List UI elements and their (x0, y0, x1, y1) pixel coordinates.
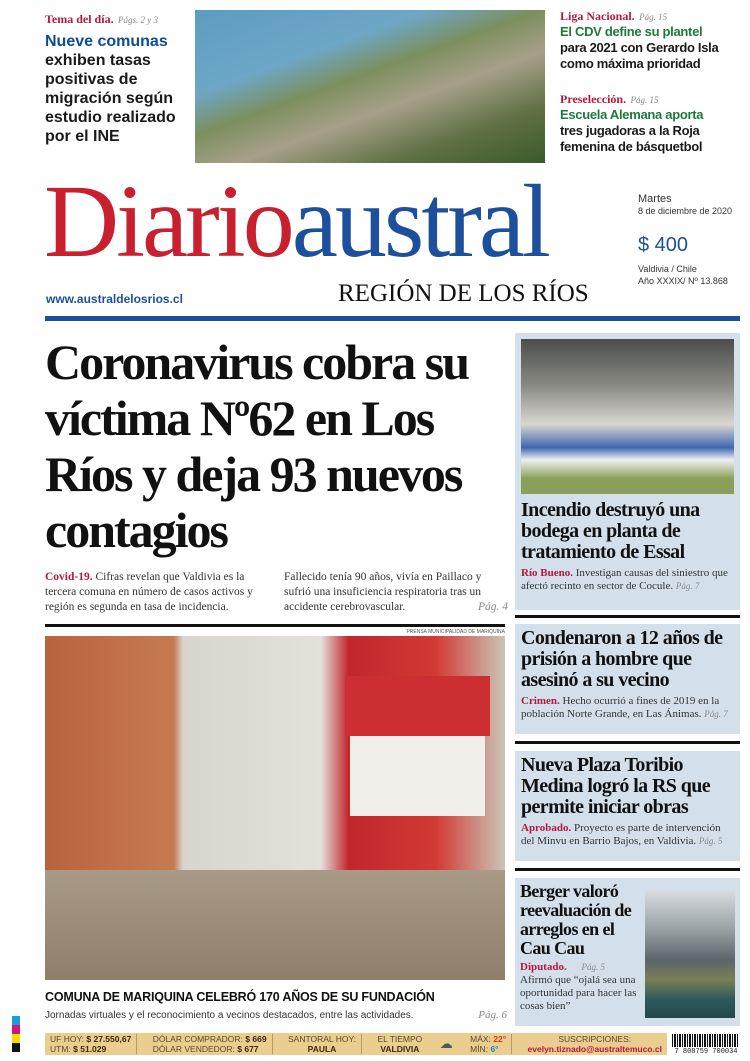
santoral-value: PAULA (307, 1044, 337, 1054)
dolar-comprador-label: DÓLAR COMPRADOR: (152, 1034, 243, 1044)
teaser-page: Pág. 15 (639, 12, 668, 22)
side-text: Proyecto es parte de intervención del Minvu en Barrio Bajos, en Valdivia. (521, 822, 721, 847)
teaser-headline-green: El CDV define su plantel (560, 24, 703, 39)
divider (515, 741, 740, 744)
min-label: MÍN: (470, 1044, 489, 1054)
registration-cyan (12, 1016, 20, 1025)
edition-issue: Año XXXIX/ Nº 13.868 (638, 276, 728, 286)
photo-page: Pág. 6 (478, 1009, 507, 1021)
main-lead-col1 (45, 570, 277, 615)
side-headline: Incendio destruyó una bodega en planta de tratamiento de Essal (521, 499, 700, 563)
subscriptions (523, 1034, 667, 1054)
photo-caption (45, 1009, 507, 1022)
uf-utm (45, 1034, 137, 1054)
side-page: Pág. 5 (581, 962, 606, 972)
side-page: Pág. 5 (698, 836, 723, 846)
teaser-kicker: Liga Nacional. (560, 9, 635, 23)
side-story-condena[interactable] (515, 624, 740, 734)
ceremony-photo (45, 636, 505, 980)
photo-caption-text: Jornadas virtuales y el reconocimiento a vecinos destacados, entre las actividades. (45, 1010, 414, 1021)
price: $ 400 (638, 234, 689, 256)
masthead-divider (45, 316, 740, 321)
divider (515, 868, 740, 871)
side-kicker: Río Bueno. (521, 567, 573, 579)
weather-label: EL TIEMPO (377, 1034, 423, 1044)
side-headline: Berger valoró reevaluación de arreglos en el Cau Cau (520, 881, 632, 958)
barcode (672, 1034, 738, 1047)
teaser-headline: tres jugadoras a la Roja femenina de básquetbol (560, 123, 703, 154)
teaser-page: Pág. 15 (630, 95, 659, 105)
side-kicker: Aprobado. (521, 822, 572, 834)
side-headline: Nueva Plaza Toribio Medina logró la RS que permite iniciar obras (521, 754, 711, 818)
max-value: 22° (493, 1034, 507, 1044)
dolar (148, 1034, 273, 1054)
side-kicker: Diputado. (520, 961, 567, 973)
side-page: Pág. 7 (704, 709, 728, 719)
teaser-page: Págs. 2 y 3 (118, 15, 159, 25)
main-page: Pág. 4 (477, 601, 508, 613)
harbor-town-photo (195, 10, 545, 163)
side-headline: Condenaron a 12 años de prisión a hombre que asesinó a su vecino (521, 627, 723, 691)
divider (45, 624, 505, 627)
side-kicker: Crimen. (521, 695, 560, 707)
dolar-vendedor-label: DÓLAR VENDEDOR: (152, 1044, 235, 1054)
info-bar (45, 1033, 667, 1055)
teaser-headline-green: Escuela Alemana aporta (560, 107, 704, 122)
side-story-berger[interactable] (515, 878, 740, 1026)
website-link[interactable]: www.australdelosrios.cl (46, 292, 183, 306)
edition-place: Valdivia / Chile (638, 264, 697, 274)
main-lead-text: Cifras revelan que Valdivia es la tercera comuna en número de casos activos y región es segunda en tasa de incidencia. (45, 571, 253, 613)
subscriptions-label: SUSCRIPCIONES: (558, 1034, 632, 1044)
bridge-photo (645, 890, 735, 1018)
main-kicker: Covid-19. (45, 571, 93, 583)
santoral (283, 1034, 362, 1054)
divider (515, 615, 740, 618)
photo-credit: PRENSA MUNICIPALIDAD DE MARIQUINA (406, 629, 505, 635)
logo-austral: austral (291, 164, 548, 279)
edition-date: 8 de diciembre de 2020 (638, 206, 733, 216)
dolar-comprador-value: $ 669 (245, 1034, 267, 1044)
min-value: 6° (490, 1044, 499, 1054)
uf-label: UF HOY: (50, 1034, 85, 1044)
photo-caption-headline: COMUNA DE MARIQUINA CELEBRÓ 170 AÑOS DE SU FUNDACIÓN (45, 990, 435, 1004)
teaser-headline: exhiben tasas positivas de migración según estudio realizado por el INE (45, 52, 176, 145)
teaser-cdv[interactable] (560, 9, 746, 72)
teaser-escuela-alemana[interactable] (560, 92, 746, 155)
masthead-logo[interactable] (44, 164, 548, 279)
side-text: Hecho ocurrió a fines de 2019 en la población Norte Grande, en Las Ánimas. (521, 695, 720, 720)
main-lead-col2 (284, 570, 508, 615)
utm-label: UTM: (50, 1044, 71, 1054)
side-text: Afirmó que “ojalá sea una oportunidad para hacer las cosas bien” (520, 974, 637, 1012)
santoral-label: SANTORAL HOY: (287, 1034, 357, 1044)
subscriptions-email[interactable]: evelyn.tiznado@australtemuco.cl (527, 1044, 662, 1054)
main-headline[interactable]: Coronavirus cobra su víctima Nº62 en Los Ríos y deja 93 nuevos contagios (45, 334, 469, 558)
teaser-headline: para 2021 con Gerardo Isla como máxima prioridad (560, 40, 719, 71)
registration-magenta (12, 1025, 20, 1034)
weather-location (372, 1034, 427, 1054)
side-story-plaza[interactable] (515, 751, 740, 861)
edition-day: Martes (638, 193, 672, 205)
side-story-incendio[interactable] (515, 333, 740, 610)
utm-value: $ 51.029 (73, 1044, 107, 1054)
weather-city: VALDIVIA (380, 1044, 420, 1054)
teaser-kicker: Tema del día. (45, 12, 114, 26)
side-page: Pág. 7 (675, 581, 700, 591)
registration-yellow (12, 1034, 20, 1043)
dolar-vendedor-value: $ 677 (237, 1044, 259, 1054)
max-label: MÁX: (470, 1034, 491, 1044)
rain-cloud-icon: ☁ (439, 1036, 453, 1051)
main-lead-text-2: Fallecido tenía 90 años, vivía en Paillaco y sufrió una insuficiencia respiratoria tras un accidente cerebrovascular. (284, 571, 482, 613)
region-subtitle: REGIÓN DE LOS RÍOS (338, 280, 589, 307)
teaser-tema-del-dia[interactable] (45, 10, 193, 146)
side-text: Investigan causas del siniestro que afectó recinto en sector de Cocule. (521, 567, 728, 592)
teaser-headline-blue: Nueve comunas (45, 33, 168, 50)
logo-diario: Diario (44, 164, 292, 279)
temperatures (465, 1034, 512, 1054)
teaser-kicker: Preselección. (560, 92, 627, 106)
edition-info (638, 193, 748, 287)
uf-value: $ 27.550,67 (86, 1034, 132, 1044)
fire-photo (521, 339, 734, 494)
barcode-number: 7 808759 700034 (674, 1048, 738, 1056)
registration-black (12, 1043, 20, 1052)
